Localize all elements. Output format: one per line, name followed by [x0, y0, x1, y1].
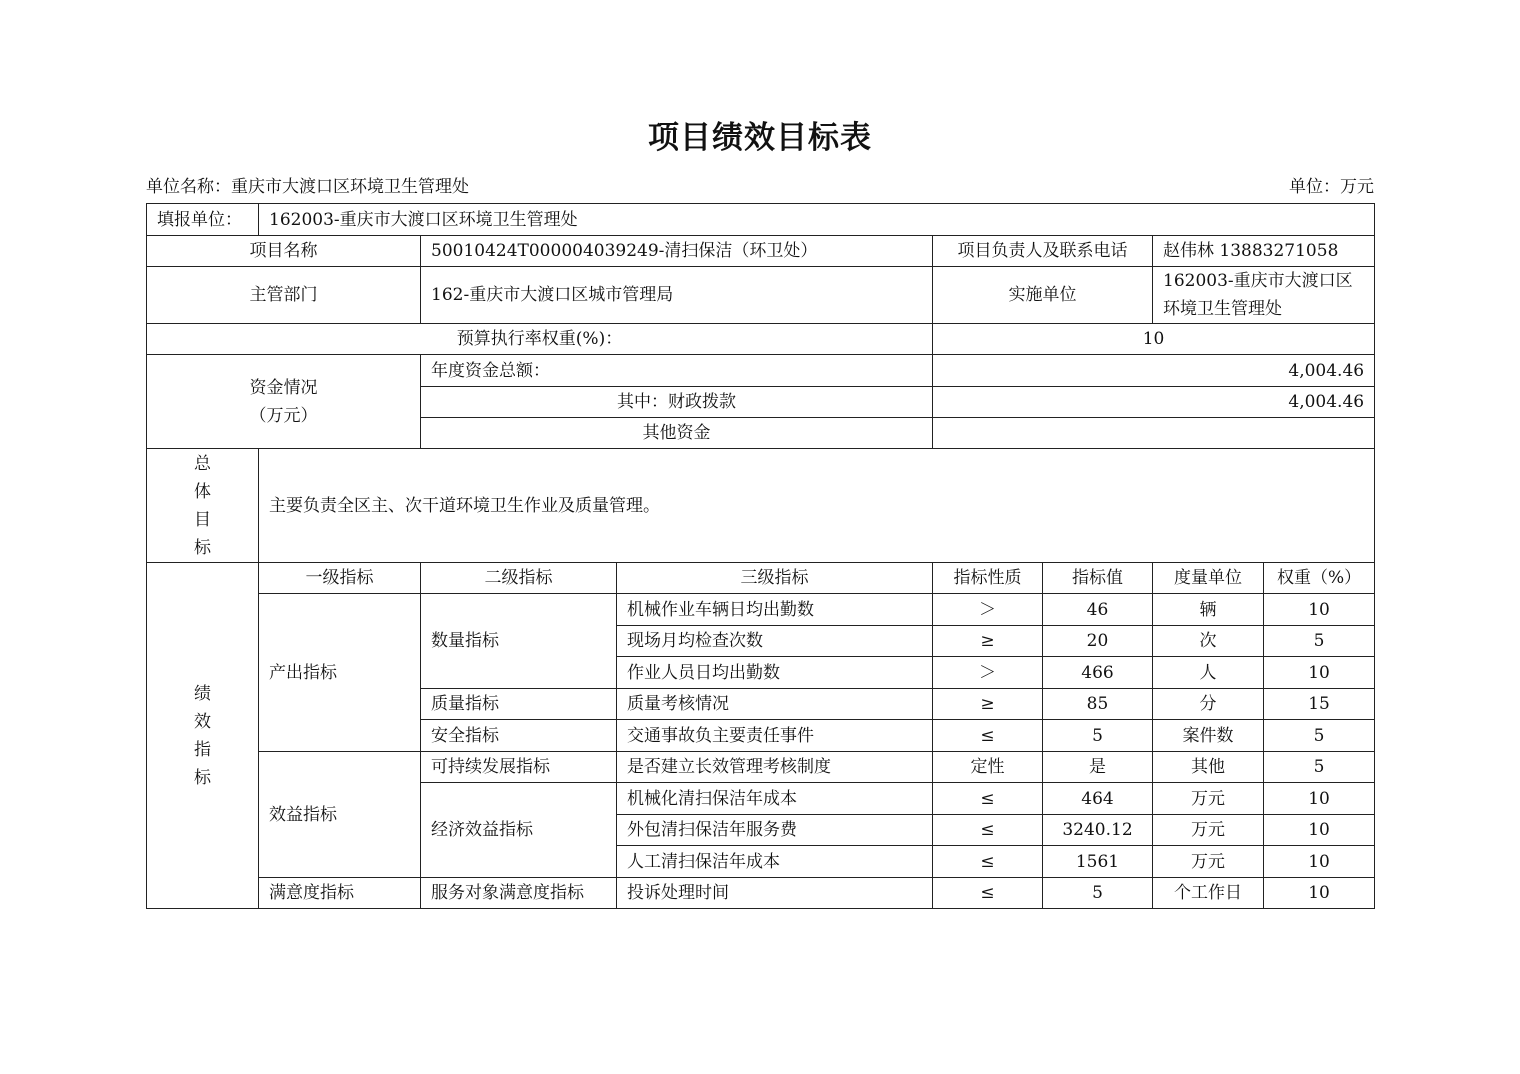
- indicator-name: 投诉处理时间: [617, 878, 933, 909]
- indicator-unit: 次: [1153, 626, 1264, 657]
- indicators-label-char: 标: [194, 767, 211, 788]
- implementing-unit-label: 实施单位: [933, 267, 1153, 324]
- indicator-unit: 辆: [1153, 594, 1264, 626]
- indicator-nature: ≤: [933, 720, 1043, 752]
- fill-unit-label: 填报单位：: [147, 204, 259, 236]
- table-row: [147, 878, 1375, 909]
- project-name-value: 50010424T000004039249-清扫保洁（环卫处）: [421, 236, 933, 267]
- indicator-nature: 定性: [933, 752, 1043, 783]
- other-funds-label: 其他资金: [421, 418, 933, 449]
- column-header: 权重（%）: [1264, 563, 1375, 594]
- level2-sustainability: 可持续发展指标: [421, 752, 617, 783]
- indicator-nature: ≥: [933, 689, 1043, 720]
- indicator-value: 5: [1043, 720, 1153, 752]
- level2-safety: 安全指标: [421, 720, 617, 752]
- indicator-name: 人工清扫保洁年成本: [617, 846, 933, 878]
- funds-label-line1: 资金情况: [249, 377, 318, 398]
- indicator-nature: ≤: [933, 783, 1043, 815]
- level1-satisfaction: 满意度指标: [259, 878, 421, 909]
- indicator-name: 机械作业车辆日均出勤数: [617, 594, 933, 626]
- level1-output: 产出指标: [259, 594, 421, 752]
- indicator-name: 交通事故负主要责任事件: [617, 720, 933, 752]
- annual-funds-value: 4,004.46: [933, 355, 1375, 387]
- budget-weight-label: 预算执行率权重(%)：: [147, 324, 933, 355]
- indicator-value: 是: [1043, 752, 1153, 783]
- indicator-nature: ≤: [933, 878, 1043, 909]
- indicator-nature: ＞: [933, 657, 1043, 689]
- goal-label-char: 总: [194, 453, 211, 474]
- goal-label-char: 目: [194, 509, 211, 530]
- budget-weight-row: [147, 324, 1375, 355]
- indicator-weight: 15: [1264, 689, 1375, 720]
- department-row: [147, 267, 1375, 324]
- indicator-name: 机械化清扫保洁年成本: [617, 783, 933, 815]
- indicator-unit: 案件数: [1153, 720, 1264, 752]
- overall-goal-label: [147, 449, 259, 563]
- column-header: 一级指标: [259, 563, 421, 594]
- level2-client-satisfaction: 服务对象满意度指标: [421, 878, 617, 909]
- indicator-value: 5: [1043, 878, 1153, 909]
- indicator-unit: 万元: [1153, 846, 1264, 878]
- indicator-weight: 5: [1264, 626, 1375, 657]
- goal-label-char: 体: [194, 481, 211, 502]
- indicator-name: 作业人员日均出勤数: [617, 657, 933, 689]
- overall-goal-text: 主要负责全区主、次干道环境卫生作业及质量管理。: [259, 449, 1375, 563]
- goal-label-char: 标: [194, 537, 211, 558]
- indicator-weight: 10: [1264, 783, 1375, 815]
- indicator-unit: 其他: [1153, 752, 1264, 783]
- level1-benefit: 效益指标: [259, 752, 421, 878]
- column-header: 度量单位: [1153, 563, 1264, 594]
- level2-quality: 质量指标: [421, 689, 617, 720]
- performance-table: [146, 203, 1375, 909]
- indicator-unit: 万元: [1153, 815, 1264, 846]
- indicator-unit: 万元: [1153, 783, 1264, 815]
- project-name-label: 项目名称: [147, 236, 421, 267]
- fiscal-funds-value: 4,004.46: [933, 387, 1375, 418]
- indicator-value: 85: [1043, 689, 1153, 720]
- level2-economic: 经济效益指标: [421, 783, 617, 878]
- indicator-value: 46: [1043, 594, 1153, 626]
- indicators-label: [147, 563, 259, 909]
- indicator-header-row: [147, 563, 1375, 594]
- indicator-weight: 10: [1264, 846, 1375, 878]
- department-value: 162-重庆市大渡口区城市管理局: [421, 267, 933, 324]
- indicator-nature: ≤: [933, 846, 1043, 878]
- fiscal-funds-label: 其中：财政拨款: [421, 387, 933, 418]
- department-label: 主管部门: [147, 267, 421, 324]
- indicator-value: 466: [1043, 657, 1153, 689]
- indicators-label-char: 效: [194, 711, 211, 732]
- indicator-weight: 10: [1264, 657, 1375, 689]
- currency-unit: 单位：万元: [1289, 177, 1374, 197]
- indicator-weight: 10: [1264, 594, 1375, 626]
- funds-label: [147, 355, 421, 449]
- fill-unit-value: 162003-重庆市大渡口区环境卫生管理处: [259, 204, 1375, 236]
- funds-label-line2: （万元）: [249, 405, 318, 426]
- indicator-unit: 人: [1153, 657, 1264, 689]
- annual-funds-label: 年度资金总额：: [421, 355, 933, 387]
- funds-annual-row: [147, 355, 1375, 387]
- indicator-unit: 分: [1153, 689, 1264, 720]
- indicator-value: 3240.12: [1043, 815, 1153, 846]
- column-header: 指标值: [1043, 563, 1153, 594]
- indicator-name: 现场月均检查次数: [617, 626, 933, 657]
- contact-label: 项目负责人及联系电话: [933, 236, 1153, 267]
- column-header: 指标性质: [933, 563, 1043, 594]
- fill-unit-row: [147, 204, 1375, 236]
- indicators-label-char: 指: [194, 739, 211, 760]
- unit-name: 单位名称：重庆市大渡口区环境卫生管理处: [146, 177, 469, 197]
- implementing-unit-value: 162003-重庆市大渡口区环境卫生管理处: [1153, 267, 1375, 324]
- other-funds-value: [933, 418, 1375, 449]
- indicator-name: 是否建立长效管理考核制度: [617, 752, 933, 783]
- indicator-name: 质量考核情况: [617, 689, 933, 720]
- indicator-value: 464: [1043, 783, 1153, 815]
- indicator-unit: 个工作日: [1153, 878, 1264, 909]
- indicator-weight: 10: [1264, 878, 1375, 909]
- indicators-label-char: 绩: [194, 683, 211, 704]
- indicator-name: 外包清扫保洁年服务费: [617, 815, 933, 846]
- indicator-value: 20: [1043, 626, 1153, 657]
- project-name-row: [147, 236, 1375, 267]
- indicator-nature: ≤: [933, 815, 1043, 846]
- table-row: [147, 594, 1375, 626]
- level2-quantity: 数量指标: [421, 594, 617, 689]
- indicator-weight: 10: [1264, 815, 1375, 846]
- indicator-nature: ≥: [933, 626, 1043, 657]
- contact-value: 赵伟林 13883271058: [1153, 236, 1375, 267]
- overall-goal-row: [147, 449, 1375, 563]
- indicator-weight: 5: [1264, 720, 1375, 752]
- indicator-weight: 5: [1264, 752, 1375, 783]
- indicator-nature: ＞: [933, 594, 1043, 626]
- column-header: 二级指标: [421, 563, 617, 594]
- column-header: 三级指标: [617, 563, 933, 594]
- table-row: [147, 752, 1375, 783]
- budget-weight-value: 10: [933, 324, 1375, 355]
- indicator-value: 1561: [1043, 846, 1153, 878]
- page-title: 项目绩效目标表: [648, 120, 872, 156]
